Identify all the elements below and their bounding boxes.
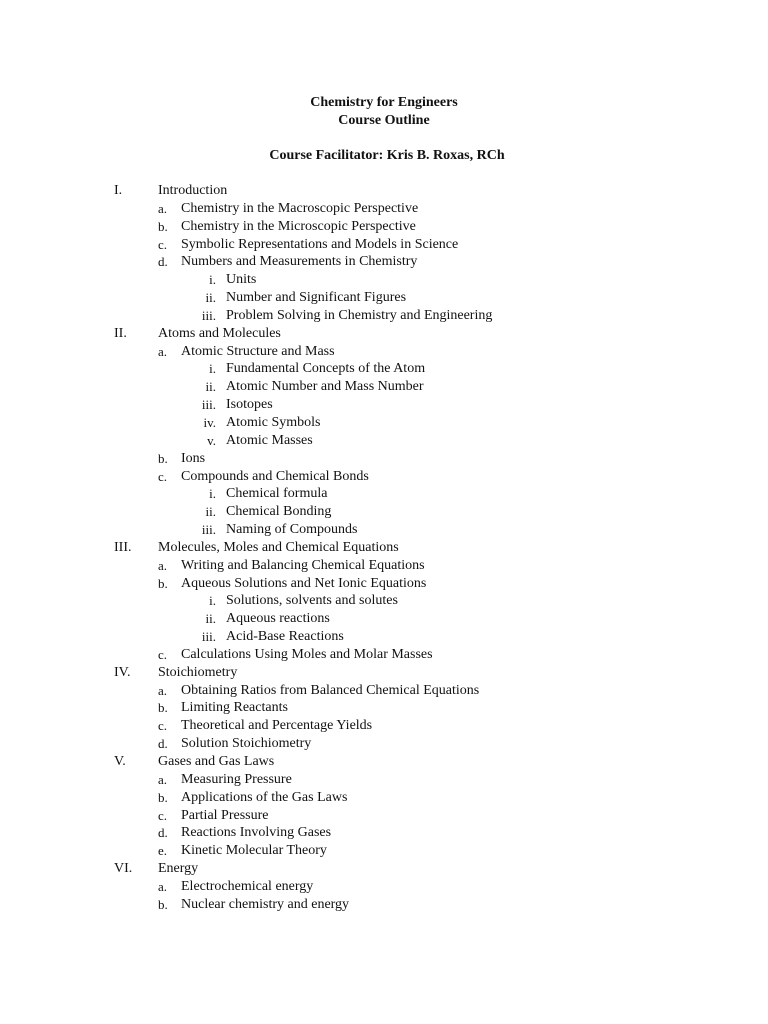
course-outline-list — [0, 182, 768, 914]
outline-item-text: Aqueous reactions — [226, 611, 330, 627]
outline-item-text: Atoms and Molecules — [158, 325, 281, 341]
outline-item-text: Naming of Compounds — [226, 522, 358, 538]
outline-subtopic — [0, 521, 768, 539]
outline-marker: c. — [158, 718, 168, 734]
outline-item-text: Atomic Symbols — [226, 414, 321, 430]
outline-marker: III. — [114, 539, 132, 555]
outline-marker: IV. — [114, 664, 131, 680]
outline-marker: d. — [158, 825, 168, 841]
document-title: Chemistry for Engineers — [310, 95, 458, 110]
outline-marker: i. — [209, 486, 216, 502]
outline-item-text: Writing and Balancing Chemical Equations — [181, 557, 425, 573]
outline-marker: c. — [158, 807, 168, 823]
outline-topic — [0, 450, 768, 468]
outline-marker: ii. — [205, 379, 216, 395]
outline-item-text: Reactions Involving Gases — [181, 825, 332, 841]
outline-subtopic — [0, 307, 768, 325]
outline-item-text: Partial Pressure — [181, 807, 269, 823]
outline-marker: b. — [158, 789, 168, 805]
outline-item-text: Theoretical and Percentage Yields — [181, 718, 373, 734]
outline-marker: b. — [158, 450, 168, 466]
outline-topic — [0, 682, 768, 700]
outline-subtopic — [0, 414, 768, 432]
outline-item-text: Stoichiometry — [158, 664, 238, 680]
outline-subtopic — [0, 485, 768, 503]
outline-marker: d. — [158, 736, 168, 752]
outline-topic — [0, 896, 768, 914]
outline-marker: ii. — [205, 290, 216, 306]
outline-marker: i. — [209, 593, 216, 609]
outline-item-text: Introduction — [158, 183, 228, 198]
outline-item-text: Atomic Structure and Mass — [181, 343, 335, 359]
outline-subtopic — [0, 610, 768, 628]
outline-topic — [0, 878, 768, 896]
outline-marker: v. — [207, 432, 216, 448]
outline-section — [0, 753, 768, 771]
outline-section — [0, 539, 768, 557]
outline-marker: a. — [158, 878, 168, 894]
outline-topic — [0, 236, 768, 254]
outline-item-text: Applications of the Gas Laws — [181, 789, 348, 805]
outline-item-text: Numbers and Measurements in Chemistry — [181, 254, 418, 270]
outline-item-text: Kinetic Molecular Theory — [181, 843, 327, 859]
outline-item-text: Chemistry in the Microscopic Perspective — [181, 218, 416, 234]
outline-topic — [0, 575, 768, 593]
outline-item-text: Isotopes — [226, 397, 273, 413]
outline-marker: ii. — [205, 504, 216, 520]
outline-item-text: Molecules, Moles and Chemical Equations — [158, 539, 399, 555]
outline-topic — [0, 468, 768, 486]
outline-topic — [0, 699, 768, 717]
outline-marker: i. — [209, 272, 216, 288]
outline-subtopic — [0, 503, 768, 521]
outline-item-text: Atomic Number and Mass Number — [226, 379, 424, 395]
outline-topic — [0, 824, 768, 842]
outline-topic — [0, 218, 768, 236]
outline-item-text: Calculations Using Moles and Molar Masses — [181, 646, 433, 662]
outline-marker: d. — [158, 254, 168, 270]
outline-item-text: Obtaining Ratios from Balanced Chemical Equations — [181, 682, 480, 698]
course-facilitator: Course Facilitator: Kris B. Roxas, RCh — [269, 148, 505, 163]
outline-marker: b. — [158, 896, 168, 912]
outline-topic — [0, 789, 768, 807]
outline-marker: V. — [114, 754, 126, 769]
outline-topic — [0, 807, 768, 825]
outline-section — [0, 664, 768, 682]
outline-item-text: Acid-Base Reactions — [226, 629, 344, 645]
outline-item-text: Units — [226, 272, 257, 288]
outline-topic — [0, 200, 768, 218]
outline-item-text: Number and Significant Figures — [226, 290, 407, 306]
outline-marker: iii. — [201, 522, 216, 538]
outline-item-text: Chemical Bonding — [226, 504, 332, 520]
outline-topic — [0, 842, 768, 860]
outline-item-text: Chemistry in the Macroscopic Perspective — [181, 200, 419, 216]
outline-topic — [0, 646, 768, 664]
outline-topic — [0, 771, 768, 789]
outline-item-text: Symbolic Representations and Models in Science — [181, 236, 459, 252]
outline-item-text: Limiting Reactants — [181, 700, 288, 716]
outline-topic — [0, 557, 768, 575]
outline-topic — [0, 717, 768, 735]
outline-item-text: Chemical formula — [226, 486, 328, 502]
outline-topic — [0, 253, 768, 271]
outline-item-text: Ions — [181, 450, 206, 466]
outline-topic — [0, 343, 768, 361]
outline-marker: iii. — [201, 307, 216, 323]
outline-marker: c. — [158, 646, 168, 662]
outline-item-text: Atomic Masses — [226, 432, 313, 448]
outline-item-text: Gases and Gas Laws — [158, 754, 275, 769]
outline-item-text: Solutions, solvents and solutes — [226, 593, 398, 609]
outline-topic — [0, 735, 768, 753]
outline-item-text: Measuring Pressure — [181, 771, 292, 787]
outline-marker: I. — [114, 183, 123, 198]
outline-marker: b. — [158, 700, 168, 716]
outline-section — [0, 325, 768, 343]
outline-item-text: Solution Stoichiometry — [181, 736, 312, 752]
outline-marker: e. — [158, 843, 168, 859]
outline-section — [0, 182, 768, 200]
outline-subtopic — [0, 271, 768, 289]
outline-marker: a. — [158, 343, 168, 359]
outline-marker: VI. — [114, 861, 133, 877]
outline-subtopic — [0, 360, 768, 378]
outline-subtopic — [0, 592, 768, 610]
outline-marker: a. — [158, 557, 168, 573]
outline-marker: II. — [114, 325, 127, 341]
outline-marker: iii. — [201, 629, 216, 645]
outline-item-text: Electrochemical energy — [181, 878, 314, 894]
outline-subtopic — [0, 432, 768, 450]
outline-marker: a. — [158, 200, 168, 216]
outline-section — [0, 860, 768, 878]
document-subtitle: Course Outline — [338, 113, 430, 128]
outline-marker: i. — [209, 361, 216, 377]
outline-item-text: Aqueous Solutions and Net Ionic Equations — [181, 575, 427, 591]
outline-item-text: Nuclear chemistry and energy — [181, 896, 350, 912]
outline-item-text: Fundamental Concepts of the Atom — [226, 361, 426, 377]
outline-subtopic — [0, 289, 768, 307]
outline-item-text: Energy — [158, 861, 199, 877]
outline-marker: a. — [158, 682, 168, 698]
outline-marker: b. — [158, 218, 168, 234]
outline-item-text: Problem Solving in Chemistry and Engineering — [226, 307, 493, 323]
outline-item-text: Compounds and Chemical Bonds — [181, 468, 369, 484]
outline-marker: c. — [158, 468, 168, 484]
outline-subtopic — [0, 628, 768, 646]
outline-subtopic — [0, 396, 768, 414]
outline-marker: c. — [158, 236, 168, 252]
outline-marker: b. — [158, 575, 168, 591]
outline-marker: ii. — [205, 611, 216, 627]
outline-marker: iv. — [203, 414, 216, 430]
outline-subtopic — [0, 378, 768, 396]
outline-marker: iii. — [201, 397, 216, 413]
outline-marker: a. — [158, 771, 168, 787]
